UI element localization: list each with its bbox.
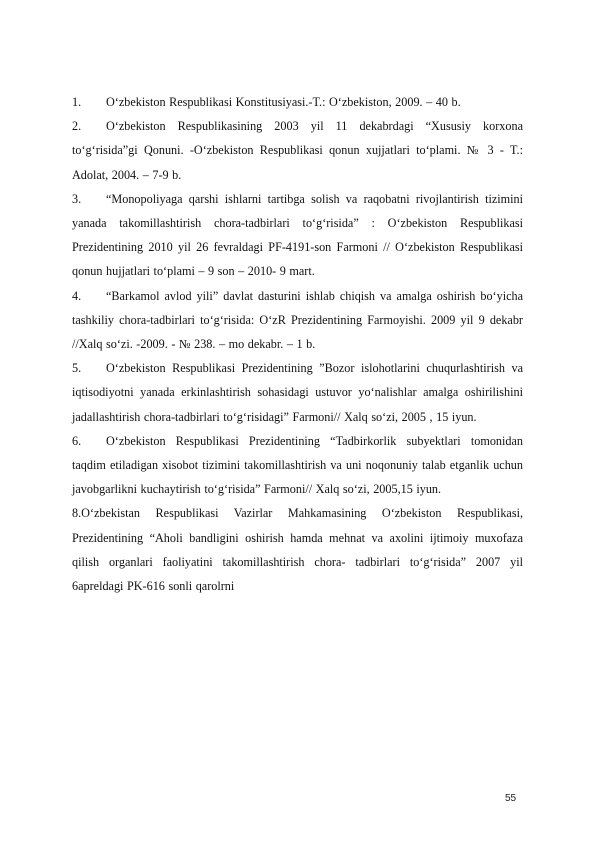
reference-item-8 — [72, 501, 523, 598]
reference-number: 5. — [72, 361, 82, 376]
reference-number: 1. — [72, 95, 82, 109]
reference-text: “Barkamol avlod yili” davlat dasturini ishlab chiqish va amalga oshirish bo‘yicha tashkiliy chora-tadbirlari to‘g‘risida: O‘zR Prezidentining Farmoyishi. 2009 yil 9 dekabr //Xalq so‘zi. -2009. - № 238. – mo dekabr. – 1 b. — [72, 288, 523, 352]
reference-text: O‘zbekiston Respublikasi Prezidentining “Tadbirkorlik subyektlari tomonidan taqdim etiladigan xisobot tizimini takomillashtirish va uni noqonuniy talab etganlik uchun javobgarlikni kuchaytirish to‘g‘risida” Farmoni// Xalq so‘zi, 2005,15 iyun. — [72, 433, 523, 497]
reference-item-1 — [72, 90, 523, 114]
reference-item-3 — [72, 187, 523, 284]
reference-item-5 — [72, 356, 523, 429]
reference-item-4 — [72, 284, 523, 357]
reference-text: “Monopoliyaga qarshi ishlarni tartibga solish va raqobatni rivojlantirish tizimini yanada takomillashtirish chora-tadbirlari to‘g‘risida” : O‘zbekiston Respublikasi Prezidentining 2010 yil 26 fevraldagi PF-4191-son Farmoni // O‘zbekiston Respublikasi qonun hujjatlari to‘plami – 9 son – 2010- 9 mart. — [72, 191, 523, 279]
reference-number: 4. — [72, 288, 82, 303]
reference-number: 6. — [72, 433, 82, 448]
page-number: 55 — [505, 793, 517, 804]
reference-number: 3. — [72, 191, 82, 206]
references-list — [72, 90, 523, 598]
reference-text: 8.O‘zbekistan Respublikasi Vazirlar Mahkamasining O‘zbekiston Respublikasi, Prezidentining “Aholi bandligini oshirish hamda mehnat va axolini ijtimoiy muxofaza qilish organlari faoliyatini takomillashtirish chora- tadbirlari to‘g‘risida” 2007 yil 6apreldagi PK-616 sonli qarolrni — [72, 506, 523, 594]
reference-text: O‘zbekiston Respublikasi Prezidentining ”Bozor islohotlarini chuqurlashtirish va iqtisodiyotni yanada erkinlashtirish sohasidagi ustuvor yo‘nalishlar amalga oshirilishini jadallashtirish chora-tadbirlari to‘g‘risidagi” Farmoni// Xalq so‘zi, 2005 , 15 iyun. — [72, 361, 523, 424]
reference-item-2 — [72, 114, 523, 187]
reference-item-6 — [72, 429, 523, 502]
reference-text: O‘zbekiston Respublikasining 2003 yil 11 dekabrdagi “Xususiy korxona to‘g‘risida”gi Qonuni. -O‘zbekiston Respublikasi qonun xujjatlari to‘plami. № 3 - T.: Adolat, 2004. – 7-9 b. — [72, 119, 523, 182]
reference-number: 2. — [72, 119, 82, 134]
reference-text: O‘zbekiston Respublikasi Konstitusiyasi.-T.: O‘zbekiston, 2009. – 40 b. — [106, 95, 461, 109]
